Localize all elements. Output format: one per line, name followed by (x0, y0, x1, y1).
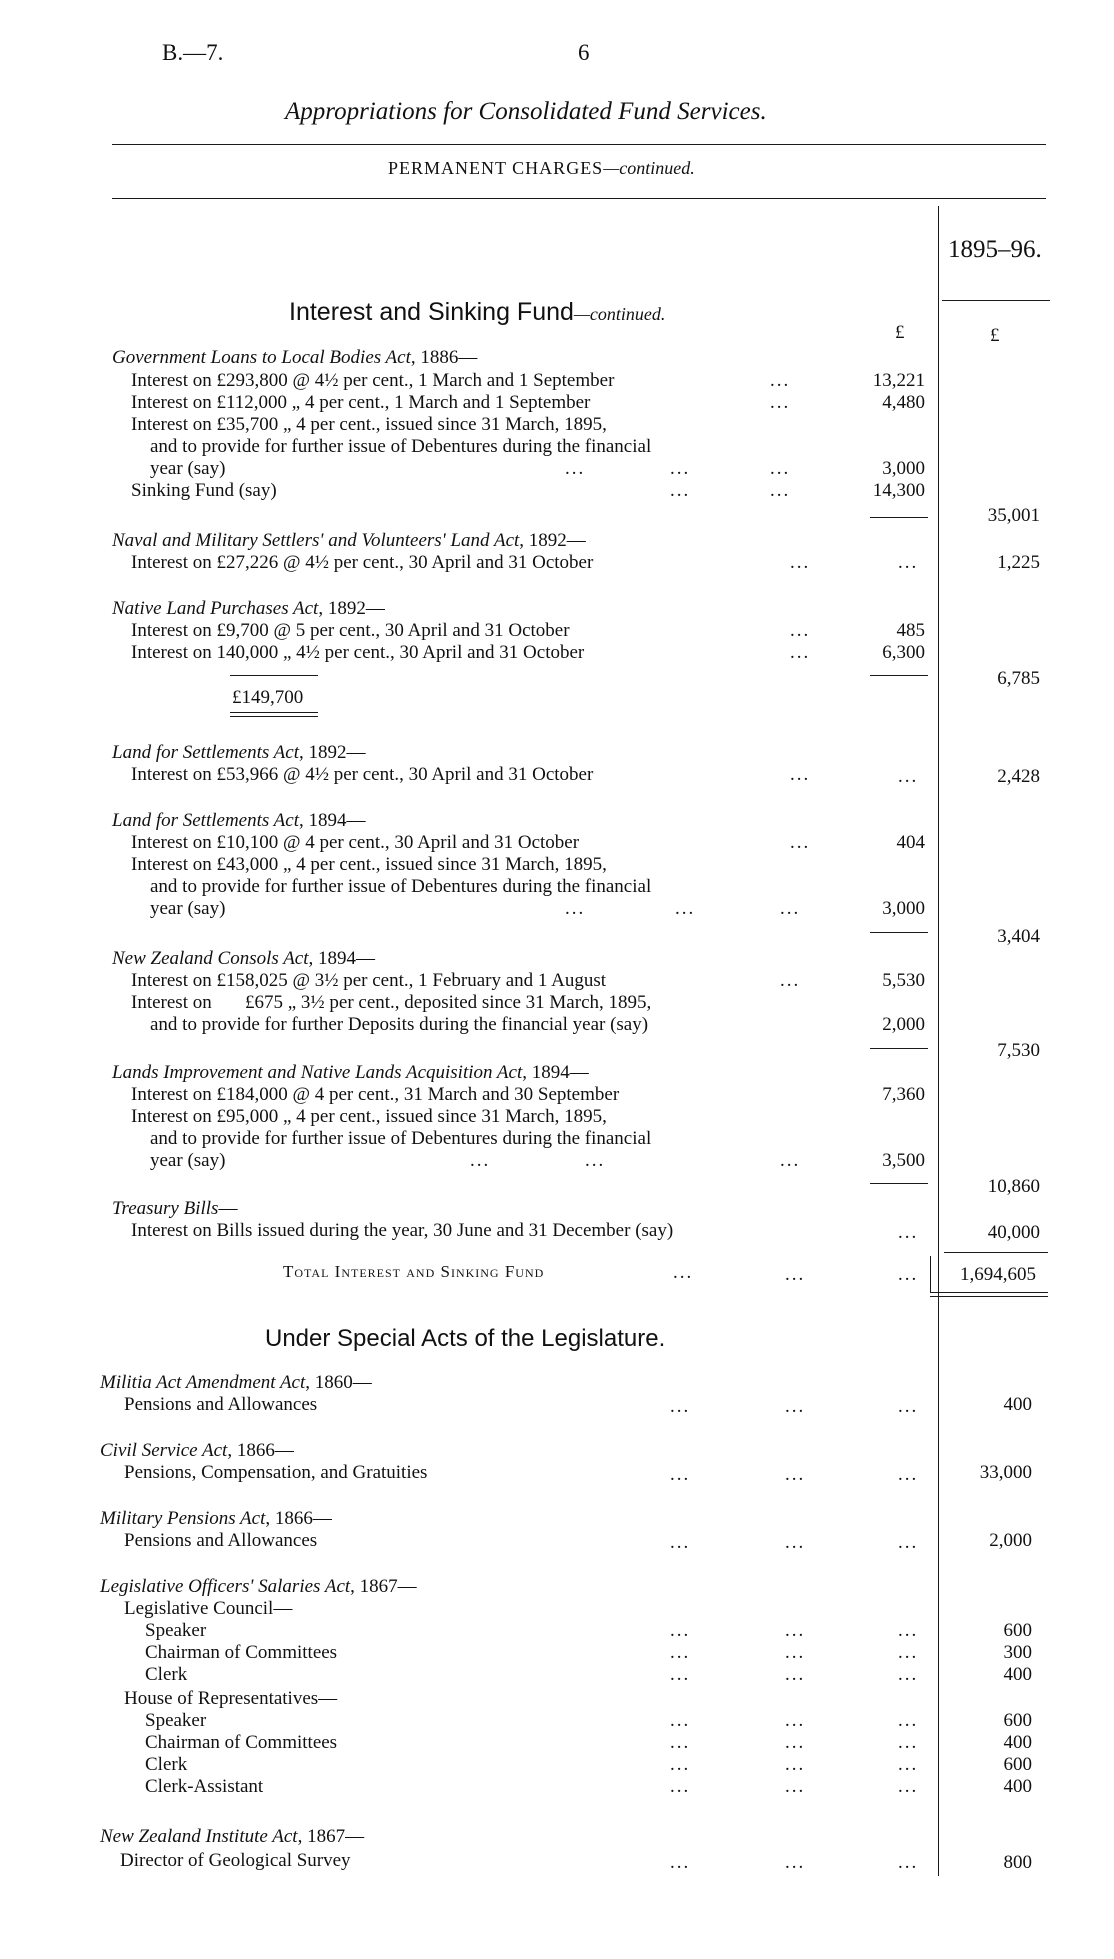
leader-dots: ... (898, 1464, 919, 1485)
grand-total-rule (944, 1252, 1048, 1253)
leader-dots: ... (785, 1710, 806, 1731)
leader-dots: ... (898, 1264, 919, 1285)
leader-dots: ... (898, 1754, 919, 1775)
year-total: 33,000 (979, 1462, 1032, 1483)
interest-heading-main: Interest and Sinking Fund (289, 298, 574, 326)
leader-dots: ... (670, 1776, 691, 1797)
leader-dots: ... (898, 1710, 919, 1731)
year-total: 600 (1003, 1620, 1032, 1641)
leader-dots: ... (770, 480, 791, 501)
line-item: Interest on £675 „ 3½ per cent., deposited since 31 March, 1895, (131, 992, 652, 1013)
year-total: 2,428 (997, 766, 1040, 787)
line-item: Pensions, Compensation, and Gratuities (124, 1462, 428, 1483)
line-item-cont: year (say) (150, 898, 226, 919)
year-total: 400 (1003, 1732, 1032, 1753)
header-top-rule (112, 144, 1046, 145)
leader-dots: ... (898, 1532, 919, 1553)
total-label: Total Interest and Sinking Fund (283, 1262, 545, 1281)
leader-dots: ... (565, 458, 586, 479)
act-heading: Militia Act Amendment Act, 1860— (100, 1372, 372, 1393)
currency-column-1: £ (895, 322, 905, 343)
leader-dots: ... (898, 552, 919, 573)
leader-dots: ... (670, 458, 691, 479)
sum-double-rule-2 (230, 716, 318, 717)
line-item-cont: and to provide for further issue of Debentures during the financial (150, 436, 652, 457)
amount: 3,500 (882, 1150, 925, 1171)
amount: 4,480 (882, 392, 925, 413)
leader-dots: ... (670, 1642, 691, 1663)
leader-dots: ... (670, 1754, 691, 1775)
leader-dots: ... (790, 552, 811, 573)
line-item: Interest on £184,000 @ 4 per cent., 31 March and 30 September (131, 1084, 620, 1105)
year-column-left-border (938, 206, 939, 1876)
leader-dots: ... (785, 1642, 806, 1663)
leader-dots: ... (785, 1776, 806, 1797)
act-heading: Military Pensions Act, 1866— (100, 1508, 332, 1529)
page-number: 6 (578, 40, 590, 65)
line-item: Clerk-Assistant (145, 1776, 264, 1797)
act-heading: New Zealand Institute Act, 1867— (100, 1826, 365, 1847)
leader-dots: ... (470, 1150, 491, 1171)
leader-dots: ... (780, 1150, 801, 1171)
line-item: Interest on £158,025 @ 3½ per cent., 1 February and 1 August (131, 970, 606, 991)
leader-dots: ... (670, 1396, 691, 1417)
leader-dots: ... (785, 1754, 806, 1775)
leader-dots: ... (670, 1710, 691, 1731)
leader-dots: ... (898, 1732, 919, 1753)
line-item-cont: and to provide for further issue of Debentures during the financial (150, 876, 652, 897)
subtotal-rule (870, 932, 928, 933)
leader-dots: ... (898, 1664, 919, 1685)
leader-dots: ... (898, 1620, 919, 1641)
year-column-header: 1895–96. (948, 236, 1042, 263)
line-item: Interest on £35,700 „ 4 per cent., issued since 31 March, 1895, (131, 414, 607, 435)
year-total: 3,404 (997, 926, 1040, 947)
year-total: 2,000 (989, 1530, 1032, 1551)
subtitle-tail: —continued. (603, 158, 695, 178)
leader-dots: ... (770, 370, 791, 391)
leader-dots: ... (770, 458, 791, 479)
act-heading: Legislative Officers' Salaries Act, 1867— (100, 1576, 417, 1597)
leader-dots: ... (785, 1664, 806, 1685)
leader-dots: ... (670, 1664, 691, 1685)
subtotal-rule (870, 1048, 928, 1049)
leader-dots: ... (785, 1464, 806, 1485)
leader-dots: ... (670, 480, 691, 501)
leader-dots: ... (673, 1262, 694, 1283)
leader-dots: ... (790, 764, 811, 785)
leader-dots: ... (898, 766, 919, 787)
sum-double-rule-1 (230, 712, 318, 713)
line-item: Interest on £293,800 @ 4½ per cent., 1 March and 1 September (131, 370, 615, 391)
year-total: 300 (1003, 1642, 1032, 1663)
line-item: Interest on £10,100 @ 4 per cent., 30 April and 31 October (131, 832, 580, 853)
page-title: Appropriations for Consolidated Fund Services. (285, 98, 767, 125)
amount: 13,221 (872, 370, 925, 391)
leader-dots: ... (785, 1852, 806, 1873)
line-item: Speaker (145, 1710, 207, 1731)
interest-heading-tail: —continued. (573, 304, 666, 324)
leader-dots: ... (790, 832, 811, 853)
subtotal-rule (870, 517, 928, 518)
amount: 404 (896, 832, 925, 853)
line-item-cont: year (say) (150, 458, 226, 479)
subheading-council: Legislative Council— (124, 1598, 293, 1619)
line-item: Clerk (145, 1664, 188, 1685)
line-item: Interest on 140,000 „ 4½ per cent., 30 April and 31 October (131, 642, 585, 663)
line-item: Interest on £95,000 „ 4 per cent., issued since 31 March, 1895, (131, 1106, 607, 1127)
year-header-rule (942, 300, 1050, 301)
sum-rule (230, 675, 318, 676)
line-item: Interest on £27,226 @ 4½ per cent., 30 April and 31 October (131, 552, 594, 573)
leader-dots: ... (780, 898, 801, 919)
leader-dots: ... (785, 1732, 806, 1753)
line-item: Sinking Fund (say) (131, 480, 277, 501)
line-item: Interest on £53,966 @ 4½ per cent., 30 April and 31 October (131, 764, 594, 785)
header-bottom-rule (112, 198, 1046, 199)
special-section-heading: Under Special Acts of the Legislature. (265, 1325, 666, 1352)
line-item: Interest on £9,700 @ 5 per cent., 30 April and 31 October (131, 620, 570, 641)
line-item-cont: and to provide for further issue of Debentures during the financial (150, 1128, 652, 1149)
leader-dots: ... (785, 1396, 806, 1417)
line-item: Interest on £112,000 „ 4 per cent., 1 March and 1 September (131, 392, 591, 413)
line-item: Chairman of Committees (145, 1642, 338, 1663)
leader-dots: ... (670, 1532, 691, 1553)
act-heading: Lands Improvement and Native Lands Acquisition Act, 1894— (112, 1062, 589, 1083)
year-total: 1,225 (997, 552, 1040, 573)
act-heading: Civil Service Act, 1866— (100, 1440, 294, 1461)
leader-dots: ... (585, 1150, 606, 1171)
leader-dots: ... (898, 1776, 919, 1797)
act-heading: New Zealand Consols Act, 1894— (112, 948, 376, 969)
total-box-left (930, 1256, 931, 1292)
act-heading: Land for Settlements Act, 1894— (112, 810, 366, 831)
line-item-cont: year (say) (150, 1150, 226, 1171)
leader-dots: ... (670, 1852, 691, 1873)
document-reference: B.—7. (162, 40, 224, 65)
interest-section-heading (289, 298, 665, 327)
line-item: Speaker (145, 1620, 207, 1641)
act-heading: Treasury Bills— (112, 1198, 238, 1219)
act-heading: Native Land Purchases Act, 1892— (112, 598, 385, 619)
subtitle-main: PERMANENT CHARGES (388, 158, 604, 178)
leader-dots: ... (898, 1852, 919, 1873)
leader-dots: ... (670, 1732, 691, 1753)
currency-column-2: £ (990, 325, 1000, 346)
line-item: Director of Geological Survey (120, 1850, 351, 1871)
grand-total-double-rule-1 (930, 1292, 1048, 1293)
amount: 2,000 (882, 1014, 925, 1035)
leader-dots: ... (785, 1620, 806, 1641)
grand-total-double-rule-2 (930, 1296, 1048, 1297)
leader-dots: ... (565, 898, 586, 919)
act-heading: Government Loans to Local Bodies Act, 1886— (112, 347, 478, 368)
year-total: 400 (1003, 1664, 1032, 1685)
year-total: 600 (1003, 1710, 1032, 1731)
amount: 7,360 (882, 1084, 925, 1105)
year-total: 400 (1003, 1394, 1032, 1415)
line-item: Clerk (145, 1754, 188, 1775)
year-total: 800 (1003, 1852, 1032, 1873)
amount: 3,000 (882, 458, 925, 479)
leader-dots: ... (670, 1620, 691, 1641)
year-total: 600 (1003, 1754, 1032, 1775)
subtotal-rule (870, 675, 928, 676)
leader-dots: ... (785, 1264, 806, 1285)
year-total: 7,530 (997, 1040, 1040, 1061)
line-item: Pensions and Allowances (124, 1530, 318, 1551)
principal-sum: £149,700 (232, 687, 304, 708)
year-total: 35,001 (987, 505, 1040, 526)
subtotal-rule (870, 1183, 928, 1184)
act-heading: Land for Settlements Act, 1892— (112, 742, 366, 763)
leader-dots: ... (790, 642, 811, 663)
amount: 5,530 (882, 970, 925, 991)
leader-dots: ... (670, 1464, 691, 1485)
leader-dots: ... (675, 898, 696, 919)
line-item-cont: and to provide for further Deposits during the financial year (say) (150, 1014, 649, 1035)
line-item: Chairman of Committees (145, 1732, 338, 1753)
leader-dots: ... (770, 392, 791, 413)
year-total: 10,860 (987, 1176, 1040, 1197)
page-subtitle (388, 158, 695, 179)
amount: 6,300 (882, 642, 925, 663)
amount: 3,000 (882, 898, 925, 919)
leader-dots: ... (780, 970, 801, 991)
leader-dots: ... (898, 1642, 919, 1663)
amount: 485 (896, 620, 925, 641)
line-item: Pensions and Allowances (124, 1394, 318, 1415)
subheading-house: House of Representatives— (124, 1688, 338, 1709)
year-total: 40,000 (987, 1222, 1040, 1243)
leader-dots: ... (790, 620, 811, 641)
line-item: Interest on £43,000 „ 4 per cent., issued since 31 March, 1895, (131, 854, 607, 875)
leader-dots: ... (898, 1396, 919, 1417)
amount: 14,300 (872, 480, 925, 501)
act-heading: Naval and Military Settlers' and Volunteers' Land Act, 1892— (112, 530, 586, 551)
line-item: Interest on Bills issued during the year, 30 June and 31 December (say) (131, 1220, 674, 1241)
grand-total: 1,694,605 (960, 1264, 1036, 1285)
year-total: 6,785 (997, 668, 1040, 689)
year-total: 400 (1003, 1776, 1032, 1797)
leader-dots: ... (785, 1532, 806, 1553)
leader-dots: ... (898, 1222, 919, 1243)
